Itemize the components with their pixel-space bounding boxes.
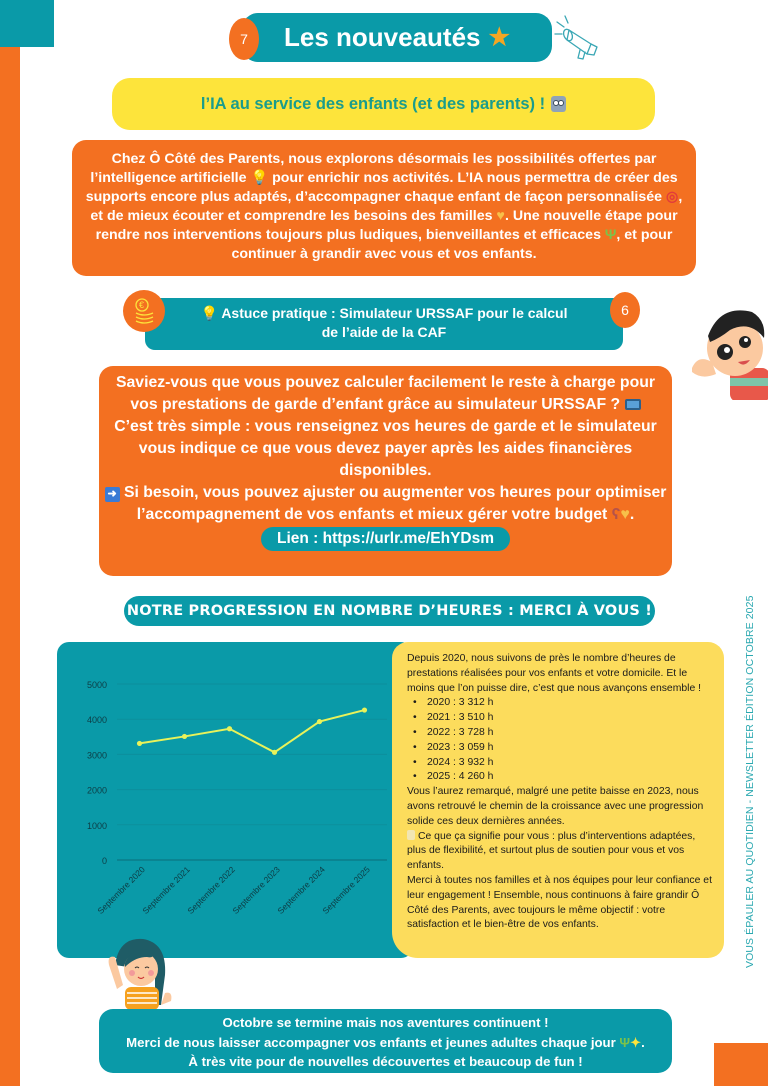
heart-icon: ♥ <box>620 506 630 523</box>
small-emoji-icon <box>407 830 415 840</box>
punctuation: . <box>629 506 635 523</box>
closing-line-2: Merci de nous laisser accompagner vos enfants et jeunes adultes chaque jour <box>126 1034 616 1050</box>
y-tick-label: 5000 <box>86 680 107 690</box>
series-line <box>140 710 365 752</box>
x-tick-label: Septembre 2021 <box>140 864 192 916</box>
star-icon: ★ <box>488 24 511 51</box>
hours-list-item: • 2025 : 4 260 h <box>413 770 716 785</box>
ia-text-part: , et pour continuer à grandir avec vous et vos enfants. <box>231 227 673 262</box>
x-tick-label: Septembre 2024 <box>275 864 327 916</box>
lightbulb-icon: 💡 <box>250 170 269 186</box>
progress-text-panel <box>392 642 724 958</box>
data-point <box>137 741 142 746</box>
punctuation: . <box>641 1034 645 1050</box>
hours-list-item: • 2023 : 3 059 h <box>413 741 716 756</box>
page-title-text: Les nouveautés <box>283 22 481 52</box>
decorative-orange-bar <box>0 47 20 1086</box>
robot-icon <box>551 96 566 112</box>
hours-list-item: • 2021 : 3 510 h <box>413 711 716 726</box>
data-point <box>182 734 187 739</box>
euro-coins-icon <box>123 290 165 332</box>
data-point <box>272 750 277 755</box>
sprout-icon: Ψ <box>604 227 617 243</box>
closing-line-3: À très vite pour de nouvelles découvertes et beaucoup de fun ! <box>188 1054 583 1069</box>
sprout-icon: Ψ <box>619 1034 631 1050</box>
closing-message-box <box>99 1009 672 1073</box>
hours-chart-panel <box>57 642 413 958</box>
ia-paragraph-box <box>72 140 696 276</box>
page-number-badge: 7 <box>229 18 259 60</box>
arrow-right-icon: ➜ <box>105 487 120 502</box>
decorative-teal-corner <box>0 0 54 47</box>
decorative-orange-corner <box>714 1043 768 1086</box>
section-number-badge: 6 <box>610 292 640 328</box>
heart-icon: ♥ <box>496 208 505 224</box>
cheering-girl-illustration <box>105 935 175 1010</box>
page-title <box>242 13 552 62</box>
hours-list <box>407 696 716 785</box>
y-tick-label: 4000 <box>86 715 107 726</box>
astuce-heading-line1: Astuce pratique : Simulateur URSSAF pour le calcul <box>221 305 568 321</box>
x-tick-label: Septembre 2025 <box>320 864 372 916</box>
ia-section-heading <box>112 78 655 130</box>
x-tick-label: Septembre 2020 <box>95 864 147 916</box>
data-point <box>317 719 322 724</box>
x-tick-label: Septembre 2022 <box>185 864 237 916</box>
astuce-heading-line2: de l’aide de la CAF <box>321 324 447 340</box>
laptop-icon <box>625 399 641 410</box>
simulator-info-box <box>99 366 672 576</box>
ia-text-part: . Une nouvelle étape pour rendre nos interventions toujours plus ludiques, bienveillantes et efficaces <box>95 208 678 243</box>
waving-boy-illustration <box>690 290 768 400</box>
y-tick-label: 2000 <box>86 785 107 796</box>
hours-list-item: • 2022 : 3 728 h <box>413 726 716 741</box>
ia-heading-text: l’IA au service des enfants (et des parents) ! <box>200 94 546 113</box>
progress-section-heading: NOTRE PROGRESSION EN NOMBRE D’HEURES : MERCI À VOUS ! <box>124 596 655 626</box>
side-caption: VOUS ÉPAULER AU QUOTIDIEN - NEWSLETTER ÉDITION OCTOBRE 2025 <box>744 595 756 968</box>
hours-list-item: • 2024 : 3 932 h <box>413 756 716 771</box>
target-icon: ◎ <box>665 189 679 205</box>
astuce-heading-box <box>145 298 623 350</box>
svg-text:€: € <box>139 300 145 310</box>
progress-para4: Merci à toutes nos familles et à nos équipes pour leur confiance et leur engagement ! Ensemble, nous continuons à faire grandir Ô Côté des Parents, avec toujours le même objectif : votre satisfaction et le bien-être de vos enfants. <box>407 874 712 931</box>
megaphone-icon <box>553 14 605 60</box>
bear-icon: ʕ <box>611 506 621 523</box>
x-tick-label: Septembre 2023 <box>230 864 282 916</box>
ia-text-part: Chez Ô Côté des Parents, nous explorons désormais les possibilités offertes par l’intelligence artificielle <box>90 151 657 186</box>
simulator-text: Si besoin, vous pouvez ajuster ou augmenter vos heures pour optimiser l’accompagnement de vos enfants et mieux gérer votre budget <box>123 484 667 523</box>
urssaf-simulator-link[interactable]: Lien : https://urlr.me/EhYDsm <box>261 527 510 551</box>
hours-line-chart <box>57 642 413 958</box>
data-point <box>227 726 232 731</box>
sparkles-icon: ✦ <box>630 1034 642 1050</box>
y-tick-label: 1000 <box>86 820 107 831</box>
simulator-text: Saviez-vous que vous pouvez calculer facilement le reste à charge pour vos prestations de garde d’enfant grâce au simulateur URSSAF ? <box>115 374 656 413</box>
ia-text-part: pour enrichir nos activités. L’IA nous permettra de créer des supports encore plus adaptés, d’accompagner chaque enfant de façon personnalisée <box>85 170 678 205</box>
data-point <box>362 707 367 712</box>
y-tick-label: 0 <box>101 856 107 866</box>
progress-para3: Ce que ça signifie pour vous : plus d’interventions adaptées, plus de flexibilité, et surtout plus de soutien pour vous et vos enfants. <box>407 830 696 872</box>
closing-line-1: Octobre se termine mais nos aventures continuent ! <box>222 1015 549 1030</box>
lightbulb-icon: 💡 <box>200 305 218 321</box>
ia-text-part: , et de mieux écouter et comprendre les besoins des familles <box>90 189 683 224</box>
hours-list-item: • 2020 : 3 312 h <box>413 696 716 711</box>
simulator-text: C’est très simple : vous renseignez vos heures de garde et le simulateur vous indique ce que vous devez payer après les aides financières disponibles. <box>114 418 657 479</box>
y-tick-label: 3000 <box>86 750 107 761</box>
progress-intro: Depuis 2020, nous suivons de près le nombre d’heures de prestations réalisées pour vos enfants et votre domicile. Et le moins que l’on puisse dire, c’est que nous avançons ensemble ! <box>407 653 701 694</box>
progress-para2: Vous l’aurez remarqué, malgré une petite baisse en 2023, nous avons retrouvé le chemin de la croissance avec une progression solide ces deux dernières années. <box>407 786 704 827</box>
